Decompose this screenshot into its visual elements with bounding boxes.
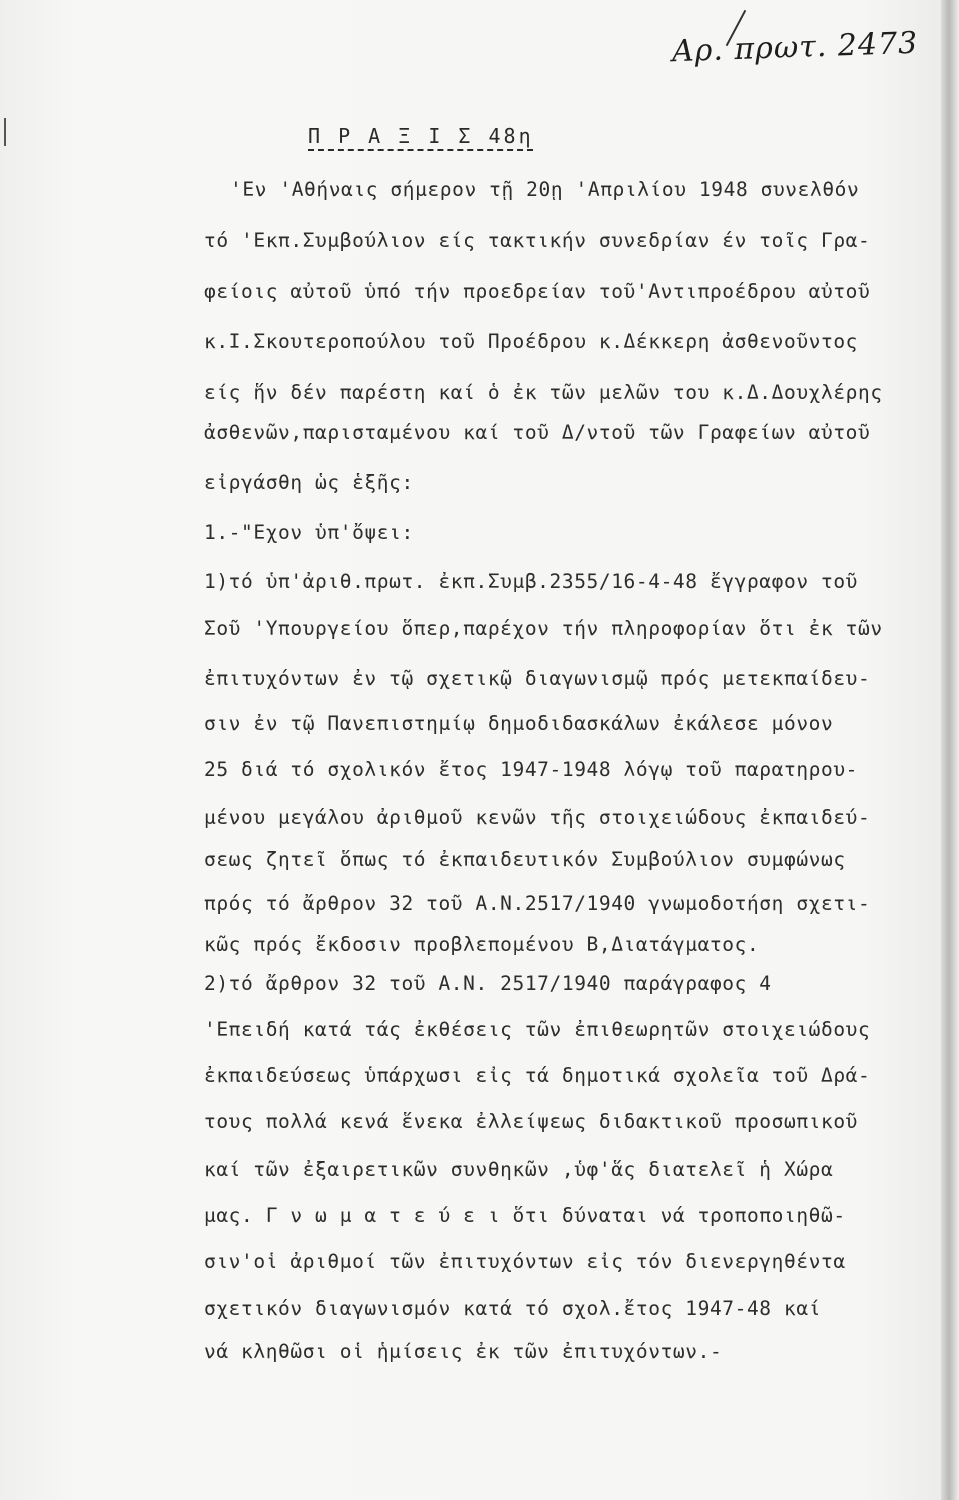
text-line: τό 'Εκπ.Συμβούλιον είς τακτικήν συνεδρίαν έν τοῖς Γρα- xyxy=(204,229,871,252)
text-line: καί τῶν ἐξαιρετικῶν συνθηκῶν ,ὑφ'ἅς διατελεῖ ἡ Χώρα xyxy=(204,1158,834,1181)
text-line: νά κληθῶσι οἱ ἡμίσεις ἐκ τῶν ἐπιτυχόντων.- xyxy=(204,1340,723,1363)
text-line: ἀσθενῶν,παρισταμένου καί τοῦ Δ/ντοῦ τῶν Γραφείων αὐτοῦ xyxy=(204,421,871,444)
text-line: 1)τό ὑπ'ἀριθ.πρωτ. ἐκπ.Συμβ.2355/16-4-48 ἔγγραφον τοῦ xyxy=(204,570,859,593)
margin-mark xyxy=(4,118,6,146)
text-line: μας. Γ ν ω μ α τ ε ύ ε ι ὅτι δύναται νά τροποποιηθῶ- xyxy=(204,1204,846,1227)
text-line: 2)τό ἄρθρον 32 τοῦ Α.Ν. 2517/1940 παράγραφος 4 xyxy=(204,972,772,995)
document-title: Π Ρ Α Ξ Ι Σ 48η xyxy=(308,124,534,148)
text-line: ἐκπαιδεύσεως ὑπάρχωσι εἰς τά δημοτικά σχολεῖα τοῦ Δρά- xyxy=(204,1064,871,1087)
text-line: Σοῦ 'Υπουργείου ὅπερ,παρέχον τήν πληροφορίαν ὅτι ἐκ τῶν xyxy=(204,617,883,640)
text-line: 1.-"Εχον ὑπ'ὄψει: xyxy=(204,521,414,544)
text-line: πρός τό ἄρθρον 32 τοῦ Α.Ν.2517/1940 γνωμοδοτήση σχετι- xyxy=(204,892,871,915)
text-line: κ.Ι.Σκουτεροπούλου τοῦ Προέδρου κ.Δέκκερη ἀσθενοῦντος xyxy=(204,330,859,353)
text-line: τους πολλά κενά ἕνεκα ἐλλείψεως διδακτικοῦ προσωπικοῦ xyxy=(204,1110,859,1133)
text-line: κῶς πρός ἔκδοσιν προβλεπομένου Β,Διατάγματος. xyxy=(204,933,760,956)
text-line: ἐπιτυχόντων ἐν τῷ σχετικῷ διαγωνισμῷ πρός μετεκπαίδευ- xyxy=(204,667,871,690)
text-line: σχετικόν διαγωνισμόν κατά τό σχολ.ἔτος 1947-48 καί xyxy=(204,1297,821,1320)
text-line: 'Εν 'Αθήναις σήμερον τῇ 20ῃ 'Απριλίου 1948 συνελθόν xyxy=(230,178,860,201)
handwritten-protocol-number: Αρ. πρωτ. 2473 xyxy=(671,25,919,70)
text-line: μένου μεγάλου ἀριθμοῦ κενῶν τῆς στοιχειώδους ἐκπαιδεύ- xyxy=(204,806,871,829)
text-line: είς ἥν δέν παρέστη καί ὁ ἐκ τῶν μελῶν του κ.Δ.Δουχλέρης xyxy=(204,381,883,404)
text-line: σιν ἐν τῷ Πανεπιστημίῳ δημοδιδασκάλων ἐκάλεσε μόνον xyxy=(204,712,834,735)
text-line: φείοις αὐτοῦ ὑπό τήν προεδρείαν τοῦ'Αντιπροέδρου αὐτοῦ xyxy=(204,280,871,303)
text-line: σιν'οἱ ἀριθμοί τῶν ἐπιτυχόντων εἰς τόν διενεργηθέντα xyxy=(204,1250,846,1273)
text-line: 25 διά τό σχολικόν ἔτος 1947-1948 λόγῳ τοῦ παρατηρου- xyxy=(204,758,859,781)
page-edge xyxy=(941,0,959,1500)
text-line: 'Επειδή κατά τάς ἐκθέσεις τῶν ἐπιθεωρητῶν στοιχειώδους xyxy=(204,1018,871,1041)
text-line: σεως ζητεῖ ὅπως τό ἐκπαιδευτικόν Συμβούλιον συμφώνως xyxy=(204,848,846,871)
text-line: εἰργάσθη ὡς ἑξῆς: xyxy=(204,471,414,494)
